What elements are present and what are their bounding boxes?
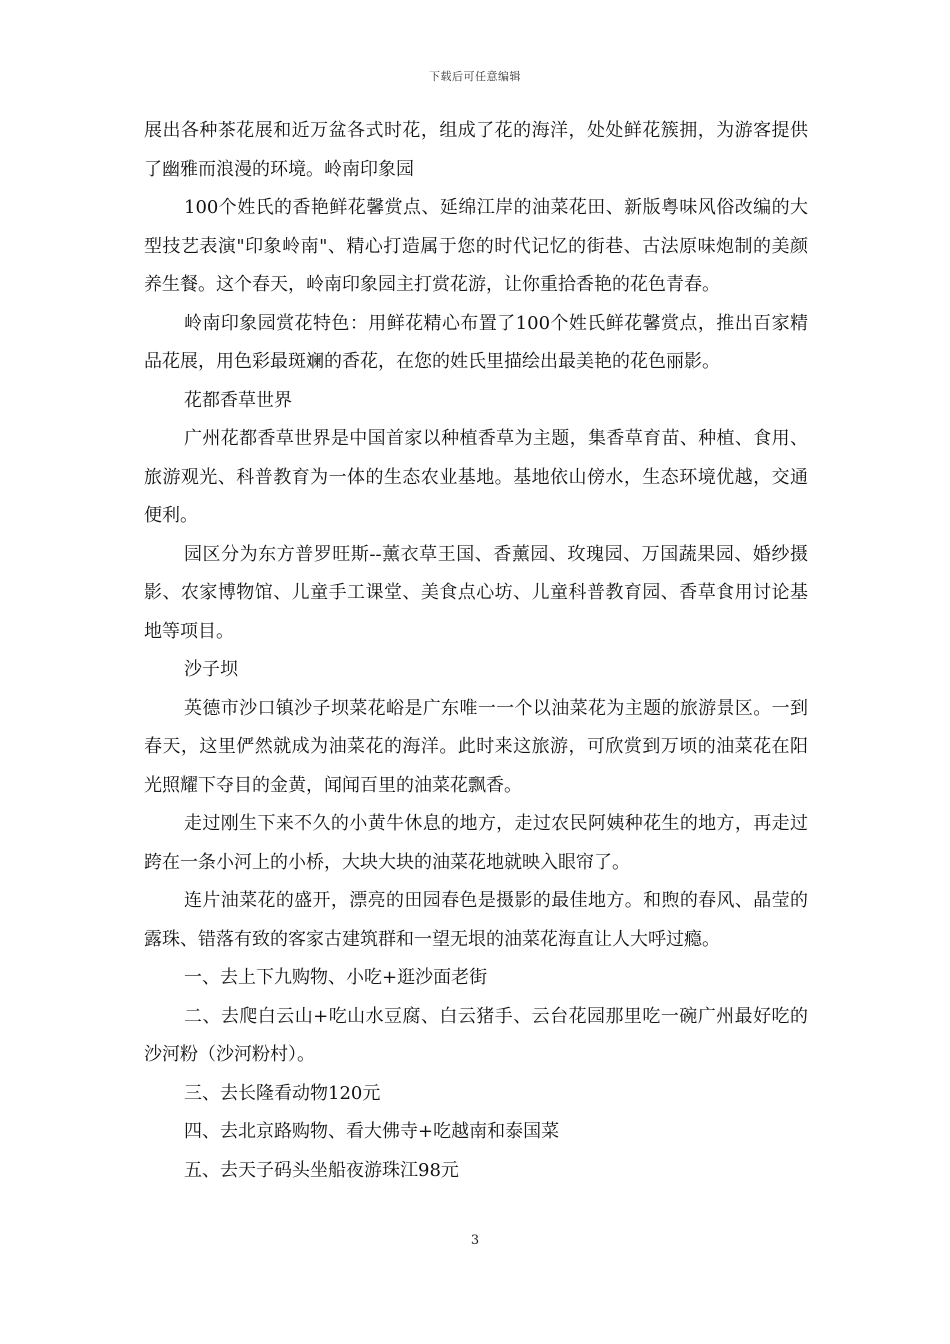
paragraph: 广州花都香草世界是中国首家以种植香草为主题，集香草育苗、种植、食用、旅游观光、科普教育为一体的生态农业基地。基地依山傍水，生态环境优越，交通便利。 (144, 428, 808, 526)
list-item: 二、去爬白云山+吃山水豆腐、白云猪手、云台花园那里吃一碗广州最好吃的沙河粉（沙河粉村）。 (144, 1005, 808, 1065)
section-heading: 沙子坝 (184, 659, 238, 680)
list-item: 三、去长隆看动物120元 (184, 1082, 381, 1104)
paragraph: 100个姓氏的香艳鲜花馨赏点、延绵江岸的油菜花田、新版粤味风俗改编的大型技艺表演"印象岭南"、精心打造属于您的时代记忆的街巷、古法原味炮制的美颜养生餐。这个春天，岭南印象园主打赏花游，让你重拾香艳的花色青春。 (144, 197, 808, 295)
list-item: 四、去北京路购物、看大佛寺+吃越南和泰国菜 (184, 1121, 560, 1142)
paragraph: 园区分为东方普罗旺斯--薰衣草王国、香薰园、玫瑰园、万国蔬果园、婚纱摄影、农家博物馆、儿童手工课堂、美食点心坊、儿童科普教育园、香草食用讨论基地等项目。 (144, 543, 808, 642)
paragraph: 岭南印象园赏花特色：用鲜花精心布置了100个姓氏鲜花馨赏点，推出百家精品花展，用色彩最斑斓的香花，在您的姓氏里描绘出最美艳的花色丽影。 (144, 312, 808, 372)
paragraph: 连片油菜花的盛开，漂亮的田园春色是摄影的最佳地方。和煦的春风、晶莹的露珠、错落有致的客家古建筑群和一望无垠的油菜花海直让人大呼过瘾。 (144, 890, 808, 950)
document-body (144, 112, 808, 1190)
section-heading: 花都香草世界 (184, 389, 292, 411)
list-item: 五、去天子码头坐船夜游珠江98元 (184, 1159, 459, 1181)
list-item: 一、去上下九购物、小吃+逛沙面老街 (184, 967, 488, 988)
paragraph: 展出各种茶花展和近万盆各式时花，组成了花的海洋，处处鲜花簇拥，为游客提供了幽雅而浪漫的环境。岭南印象园 (144, 120, 808, 180)
page-number: 3 (470, 1233, 480, 1248)
paragraph: 英德市沙口镇沙子坝菜花峪是广东唯一一个以油菜花为主题的旅游景区。一到春天，这里俨然就成为油菜花的海洋。此时来这旅游，可欣赏到万顷的油菜花在阳光照耀下夺目的金黄，闻闻百里的油菜花飘香。 (144, 697, 808, 796)
page-header: 下载后可任意编辑 (429, 70, 521, 83)
paragraph: 走过刚生下来不久的小黄牛休息的地方，走过农民阿姨种花生的地方，再走过跨在一条小河上的小桥，大块大块的油菜花地就映入眼帘了。 (144, 813, 808, 873)
